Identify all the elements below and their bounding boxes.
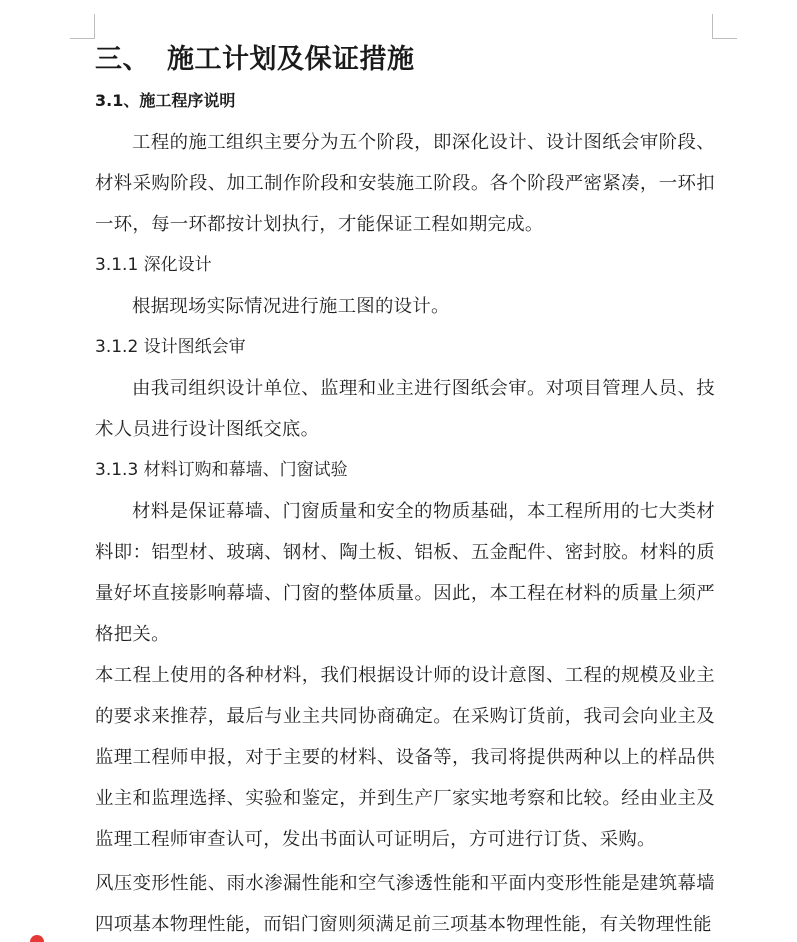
subsection-3-paragraph-3: 风压变形性能、雨水渗漏性能和空气渗透性能和平面内变形性能是建筑幕墙四项基本物理性能，而铝门窗则须满足前三项基本物理性能，有关物理性能: [95, 873, 715, 935]
crop-mark-top-left: [70, 14, 95, 39]
subsection-3-paragraph-2: 本工程上使用的各种材料，我们根据设计师的设计意图、工程的规模及业主的要求来推荐，最后与业主共同协商确定。在采购订货前，我司会向业主及监理工程师申报，对于主要的材料、设备等，我司将提供两种以上的样品供业主和监理选择、实验和鉴定，并到生产厂家实地考察和比较。经由业主及监理工程师审查认可，发出书面认可证明后，方可进行订货、采购。: [95, 665, 715, 850]
subsection-heading-1: 3.1.1 深化设计: [95, 255, 212, 275]
document-body: [95, 40, 715, 942]
subsection-1-paragraph: 根据现场实际情况进行施工图的设计。: [132, 296, 450, 317]
subsection-3-paragraph-1: 材料是保证幕墙、门窗质量和安全的物质基础，本工程所用的七大类材料即：铝型材、玻璃、钢材、陶土板、铝板、五金配件、密封胶。材料的质量好坏直接影响幕墙、门窗的整体质量。因此，本工程在材料的质量上须严格把关。: [95, 501, 715, 645]
chapter-heading: [95, 40, 715, 80]
section-heading: 3.1、施工程序说明: [95, 91, 236, 110]
subsection-2-paragraph: 由我司组织设计单位、监理和业主进行图纸会审。对项目管理人员、技术人员进行设计图纸交底。: [95, 378, 715, 440]
crop-mark-top-right: [712, 14, 737, 39]
subsection-heading-3: 3.1.3 材料订购和幕墙、门窗试验: [95, 460, 348, 480]
chapter-title: 施工计划及保证措施: [167, 44, 415, 75]
chapter-number: 三、: [95, 44, 150, 75]
subsection-heading-2: 3.1.2 设计图纸会审: [95, 337, 246, 357]
intro-paragraph: 工程的施工组织主要分为五个阶段，即深化设计、设计图纸会审阶段、材料采购阶段、加工制作阶段和安装施工阶段。各个阶段严密紧凑，一环扣一环，每一环都按计划执行，才能保证工程如期完成。: [95, 132, 715, 235]
corner-badge: [30, 935, 44, 942]
